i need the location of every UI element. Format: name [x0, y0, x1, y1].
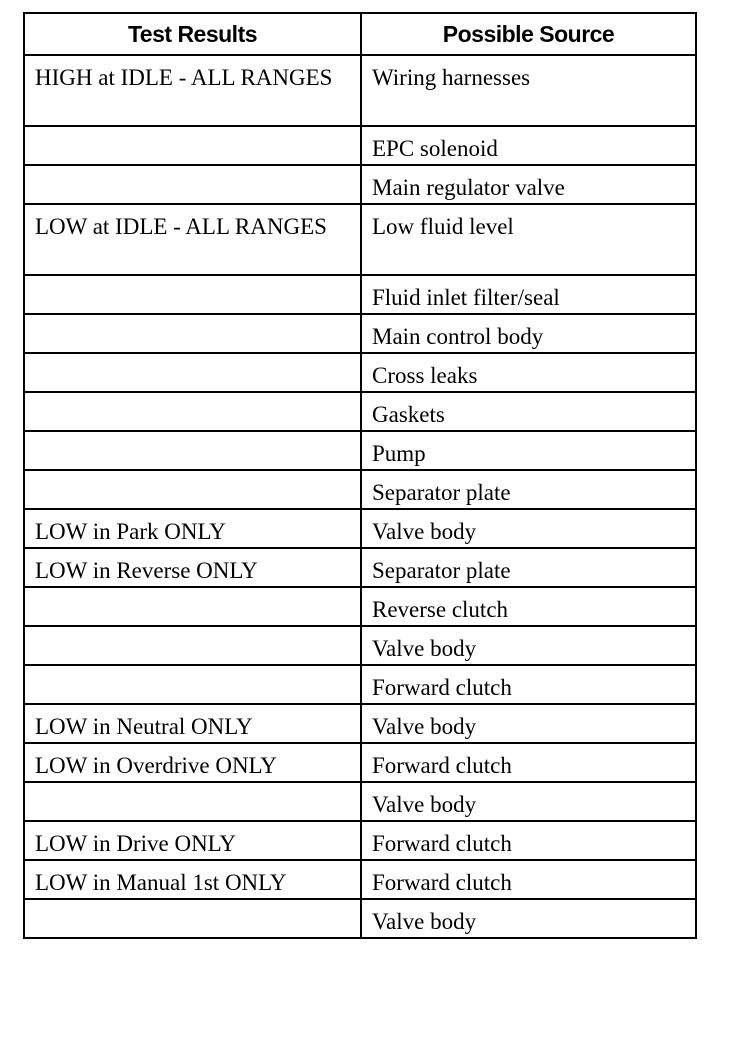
possible-source-text: Cross leaks: [372, 363, 478, 388]
test-result-cell: [24, 165, 361, 204]
table-row: [24, 165, 696, 204]
possible-source-text: Valve body: [372, 714, 477, 739]
table-row: [24, 860, 696, 899]
table-row: [24, 704, 696, 743]
test-result-cell: [24, 204, 361, 275]
test-result-text: HIGH at IDLE - ALL RANGES: [35, 65, 333, 90]
possible-source-text: Main control body: [372, 324, 544, 349]
possible-source-text: Valve body: [372, 636, 477, 661]
test-result-cell: [24, 626, 361, 665]
possible-source-cell: [361, 470, 696, 509]
possible-source-text: Valve body: [372, 909, 477, 934]
possible-source-text: Forward clutch: [372, 870, 512, 895]
test-result-cell: [24, 314, 361, 353]
table-row: [24, 470, 696, 509]
possible-source-cell: [361, 665, 696, 704]
table-row: [24, 431, 696, 470]
table-row: [24, 821, 696, 860]
test-result-cell: [24, 126, 361, 165]
table-body: [24, 55, 696, 938]
possible-source-cell: [361, 548, 696, 587]
possible-source-cell: [361, 353, 696, 392]
table-row: [24, 126, 696, 165]
test-result-cell: [24, 55, 361, 126]
possible-source-text: Separator plate: [372, 480, 511, 505]
test-result-cell: [24, 470, 361, 509]
test-result-cell: [24, 587, 361, 626]
test-result-cell: [24, 353, 361, 392]
table-header: [24, 13, 696, 55]
test-result-cell: [24, 275, 361, 314]
possible-source-text: Pump: [372, 441, 426, 466]
possible-source-cell: [361, 743, 696, 782]
possible-source-cell: [361, 126, 696, 165]
test-result-cell: [24, 509, 361, 548]
table-row: [24, 204, 696, 275]
table-row: [24, 626, 696, 665]
results-sheet: [23, 12, 695, 939]
table-row: [24, 353, 696, 392]
possible-source-cell: [361, 165, 696, 204]
table-row: [24, 743, 696, 782]
test-result-cell: [24, 431, 361, 470]
possible-source-cell: [361, 626, 696, 665]
possible-source-cell: [361, 587, 696, 626]
header-row: [24, 13, 696, 55]
table-row: [24, 314, 696, 353]
possible-source-cell: [361, 509, 696, 548]
possible-source-text: Separator plate: [372, 558, 511, 583]
possible-source-text: Reverse clutch: [372, 597, 509, 622]
test-result-cell: [24, 665, 361, 704]
test-result-cell: [24, 548, 361, 587]
possible-source-cell: [361, 782, 696, 821]
possible-source-cell: [361, 55, 696, 126]
possible-source-text: Valve body: [372, 792, 477, 817]
possible-source-text: Low fluid level: [372, 214, 514, 239]
test-result-cell: [24, 392, 361, 431]
test-result-text: LOW in Park ONLY: [35, 519, 226, 544]
test-results-table: [23, 12, 697, 939]
table-row: [24, 899, 696, 938]
test-result-cell: [24, 704, 361, 743]
possible-source-cell: [361, 392, 696, 431]
test-result-text: LOW in Neutral ONLY: [35, 714, 253, 739]
table-row: [24, 665, 696, 704]
possible-source-cell: [361, 899, 696, 938]
possible-source-text: Valve body: [372, 519, 477, 544]
test-result-text: LOW at IDLE - ALL RANGES: [35, 214, 327, 239]
possible-source-cell: [361, 275, 696, 314]
possible-source-text: Forward clutch: [372, 675, 512, 700]
table-row: [24, 275, 696, 314]
test-result-cell: [24, 782, 361, 821]
table-row: [24, 587, 696, 626]
table-row: [24, 55, 696, 126]
possible-source-text: Gaskets: [372, 402, 445, 427]
test-result-text: LOW in Drive ONLY: [35, 831, 237, 856]
possible-source-text: Fluid inlet filter/seal: [372, 285, 560, 310]
header-possible-source: Possible Source: [361, 13, 696, 55]
possible-source-text: Wiring harnesses: [372, 65, 531, 90]
test-result-cell: [24, 821, 361, 860]
possible-source-cell: [361, 821, 696, 860]
possible-source-text: Forward clutch: [372, 753, 512, 778]
possible-source-cell: [361, 860, 696, 899]
possible-source-cell: [361, 431, 696, 470]
table-row: [24, 392, 696, 431]
test-result-cell: [24, 860, 361, 899]
table-row: [24, 509, 696, 548]
test-result-cell: [24, 743, 361, 782]
table-row: [24, 548, 696, 587]
possible-source-text: Main regulator valve: [372, 175, 565, 200]
possible-source-cell: [361, 314, 696, 353]
test-result-text: LOW in Overdrive ONLY: [35, 753, 277, 778]
possible-source-cell: [361, 204, 696, 275]
possible-source-text: EPC solenoid: [372, 136, 498, 161]
possible-source-text: Forward clutch: [372, 831, 512, 856]
possible-source-cell: [361, 704, 696, 743]
test-result-text: LOW in Manual 1st ONLY: [35, 870, 287, 895]
test-result-cell: [24, 899, 361, 938]
header-test-results: Test Results: [24, 13, 361, 55]
table-row: [24, 782, 696, 821]
test-result-text: LOW in Reverse ONLY: [35, 558, 258, 583]
